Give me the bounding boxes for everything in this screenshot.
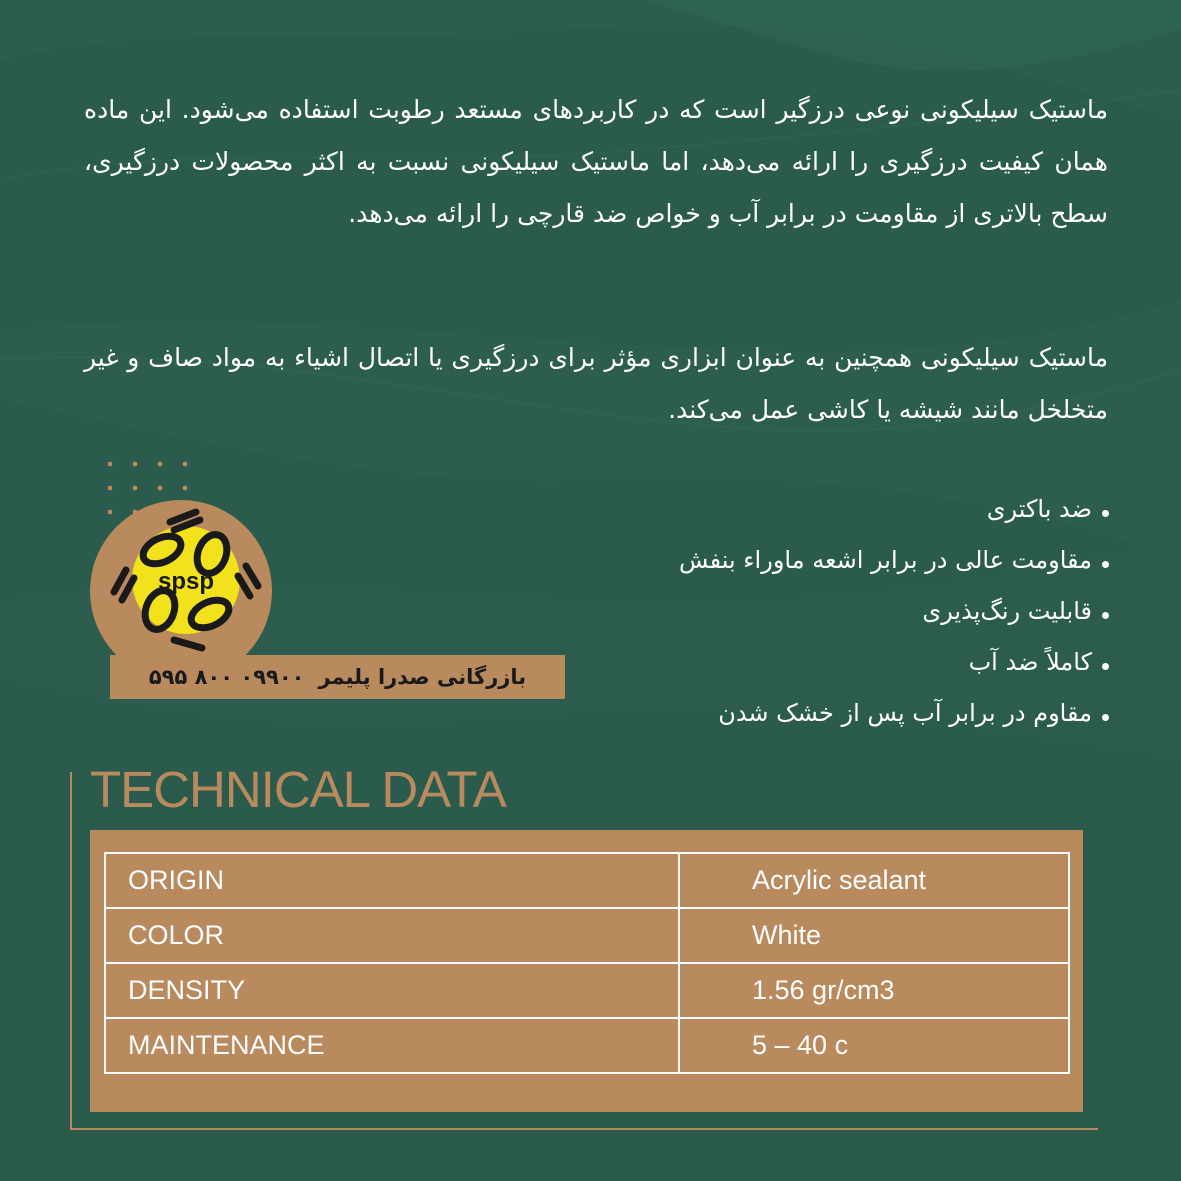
list-item bbox=[549, 586, 1109, 637]
bullet-icon bbox=[1102, 663, 1109, 670]
table-cell-label: COLOR bbox=[105, 908, 679, 963]
brand-band bbox=[110, 655, 565, 699]
list-item bbox=[549, 535, 1109, 586]
table-cell-value: 1.56 gr/cm3 bbox=[679, 963, 1069, 1018]
frame-line-horizontal bbox=[70, 1128, 1098, 1130]
list-item bbox=[549, 484, 1109, 535]
table-cell-label: DENSITY bbox=[105, 963, 679, 1018]
bullet-icon bbox=[1102, 510, 1109, 517]
features-list bbox=[549, 484, 1109, 739]
feature-text: مقاوم در برابر آب پس از خشک شدن bbox=[718, 699, 1092, 727]
phone-number[interactable]: ۰۹۹۰۰ ۸۰۰ ۵۹۵ bbox=[148, 665, 305, 689]
bullet-icon bbox=[1102, 612, 1109, 619]
logo-text: spsp bbox=[157, 568, 215, 595]
frame-line-vertical bbox=[70, 772, 72, 1130]
bullet-icon bbox=[1102, 561, 1109, 568]
table-cell-value: 5 – 40 c bbox=[679, 1018, 1069, 1073]
feature-text: کاملاً ضد آب bbox=[968, 648, 1092, 676]
bullet-icon bbox=[1102, 714, 1109, 721]
description-paragraph-1: ماستیک سیلیکونی نوعی درزگیر است که در کاربردهای مستعد رطوبت استفاده می‌شود. این ماده همان کیفیت درزگیری را ارائه می‌دهد، اما ماستیک سیلیکونی نسبت به اکثر محصولات درزگیری، سطح بالاتری از مقاومت در برابر آب و خواص ضد قارچی را ارائه می‌دهد. bbox=[84, 95, 1108, 228]
feature-text: ضد باکتری bbox=[986, 495, 1092, 523]
description-paragraph-2: ماستیک سیلیکونی همچنین به عنوان ابزاری مؤثر برای درزگیری یا اتصال اشیاء به مواد صاف و غیر متخلخل مانند شیشه یا کاشی عمل می‌کند. bbox=[84, 343, 1108, 424]
technical-data-title: TECHNICAL DATA bbox=[90, 761, 506, 818]
list-item bbox=[549, 688, 1109, 739]
table-row bbox=[105, 853, 1069, 908]
spsp-logo bbox=[100, 508, 270, 658]
feature-text: مقاومت عالی در برابر اشعه ماوراء بنفش bbox=[678, 546, 1092, 574]
feature-text: قابلیت رنگ‌پذیری bbox=[922, 597, 1092, 625]
table-cell-label: ORIGIN bbox=[105, 853, 679, 908]
table-row bbox=[105, 908, 1069, 963]
table-cell-label: MAINTENANCE bbox=[105, 1018, 679, 1073]
table-cell-value: White bbox=[679, 908, 1069, 963]
company-name: بازرگانی صدرا پلیمر bbox=[318, 665, 527, 689]
list-item bbox=[549, 637, 1109, 688]
table-row bbox=[105, 963, 1069, 1018]
technical-data-panel bbox=[90, 830, 1083, 1112]
table-cell-value: Acrylic sealant bbox=[679, 853, 1069, 908]
table-row bbox=[105, 1018, 1069, 1073]
technical-data-table bbox=[104, 852, 1070, 1074]
